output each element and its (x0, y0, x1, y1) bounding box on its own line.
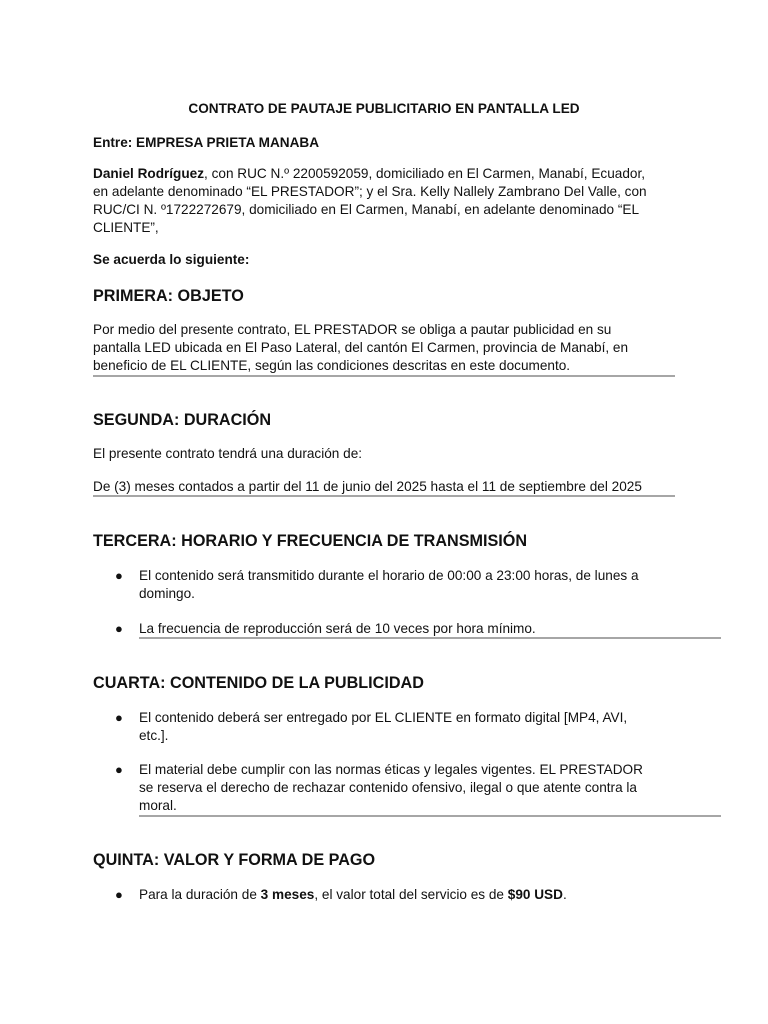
intro-line-1 (93, 165, 693, 183)
prestador-name: Daniel Rodríguez (93, 166, 205, 181)
segunda-line-2: De (3) meses contados a partir del 11 de junio del 2025 hasta el 11 de septiembre del 2025 (93, 479, 642, 494)
bullet-icon: ● (115, 762, 123, 777)
intro-paragraph (93, 165, 693, 237)
agreed-line: Se acuerda lo siguiente: (93, 252, 250, 267)
intro-line-4: CLIENTE”, (93, 220, 159, 235)
cuarta-bullet-1-line-2: etc.]. (139, 728, 169, 743)
quinta-duration: 3 meses (260, 887, 315, 902)
primera-line-2: pantalla LED ubicada en El Paso Lateral, del cantón El Carmen, provincia de Manabí, en (93, 340, 629, 355)
cuarta-bullet-2-line-1: El material debe cumplir con las normas éticas y legales vigentes. EL PRESTADOR (139, 762, 643, 777)
primera-line-1: Por medio del presente contrato, EL PRESTADOR se obliga a pautar publicidad en su (93, 322, 612, 337)
bullet-icon: ● (115, 568, 123, 583)
section-divider (139, 815, 721, 817)
quinta-amount: $90 USD (507, 887, 563, 902)
intro-line-3: RUC/CI N. º1722272679, domiciliado en El Carmen, Manabí, en adelante denominado “EL (93, 202, 640, 217)
bullet-icon: ● (115, 621, 123, 636)
cuarta-bullet-1 (139, 709, 699, 745)
bullet-icon: ● (115, 710, 123, 725)
cuarta-bullet-2 (139, 761, 699, 815)
tercera-bullet-2: La frecuencia de reproducción será de 10 veces por hora mínimo. (139, 621, 536, 636)
parties-line: Entre: EMPRESA PRIETA MANABA (93, 135, 320, 150)
tercera-bullet-1-line-2: domingo. (139, 586, 195, 601)
section-heading-primera: PRIMERA: OBJETO (93, 287, 244, 305)
section-heading-tercera: TERCERA: HORARIO Y FRECUENCIA DE TRANSMISIÓN (93, 532, 528, 550)
primera-line-3: beneficio de EL CLIENTE, según las condiciones descritas en este documento. (93, 358, 571, 373)
section-heading-quinta: QUINTA: VALOR Y FORMA DE PAGO (93, 851, 376, 869)
cuarta-bullet-2-line-3: moral. (139, 798, 177, 813)
quinta-text-pre: Para la duración de (139, 887, 261, 902)
tercera-bullet-1 (139, 567, 699, 603)
intro-line-2: en adelante denominado “EL PRESTADOR”; y el Sra. Kelly Nallely Zambrano Del Valle, con (93, 184, 647, 199)
section-divider (93, 375, 675, 377)
segunda-line-1: El presente contrato tendrá una duración de: (93, 446, 363, 461)
section-heading-segunda: SEGUNDA: DURACIÓN (93, 411, 272, 429)
bullet-icon: ● (115, 887, 123, 902)
contract-title: CONTRATO DE PAUTAJE PUBLICITARIO EN PANTALLA LED (188, 101, 580, 116)
intro-line-1-rest: , con RUC N.º 2200592059, domiciliado en El Carmen, Manabí, Ecuador, (204, 166, 645, 181)
cuarta-bullet-1-line-1: El contenido deberá ser entregado por EL CLIENTE en formato digital [MP4, AVI, (139, 710, 628, 725)
quinta-text-post: . (562, 887, 567, 902)
cuarta-bullet-2-line-2: se reserva el derecho de rechazar contenido ofensivo, ilegal o que atente contra la (139, 780, 637, 795)
section-divider (93, 495, 675, 497)
section-heading-cuarta: CUARTA: CONTENIDO DE LA PUBLICIDAD (93, 674, 424, 692)
quinta-bullet-1 (139, 886, 699, 904)
section-divider (139, 637, 721, 639)
quinta-text-mid: , el valor total del servicio es de (314, 887, 508, 902)
tercera-bullet-1-line-1: El contenido será transmitido durante el horario de 00:00 a 23:00 horas, de lunes a (139, 568, 639, 583)
section-body-primera (93, 321, 693, 375)
